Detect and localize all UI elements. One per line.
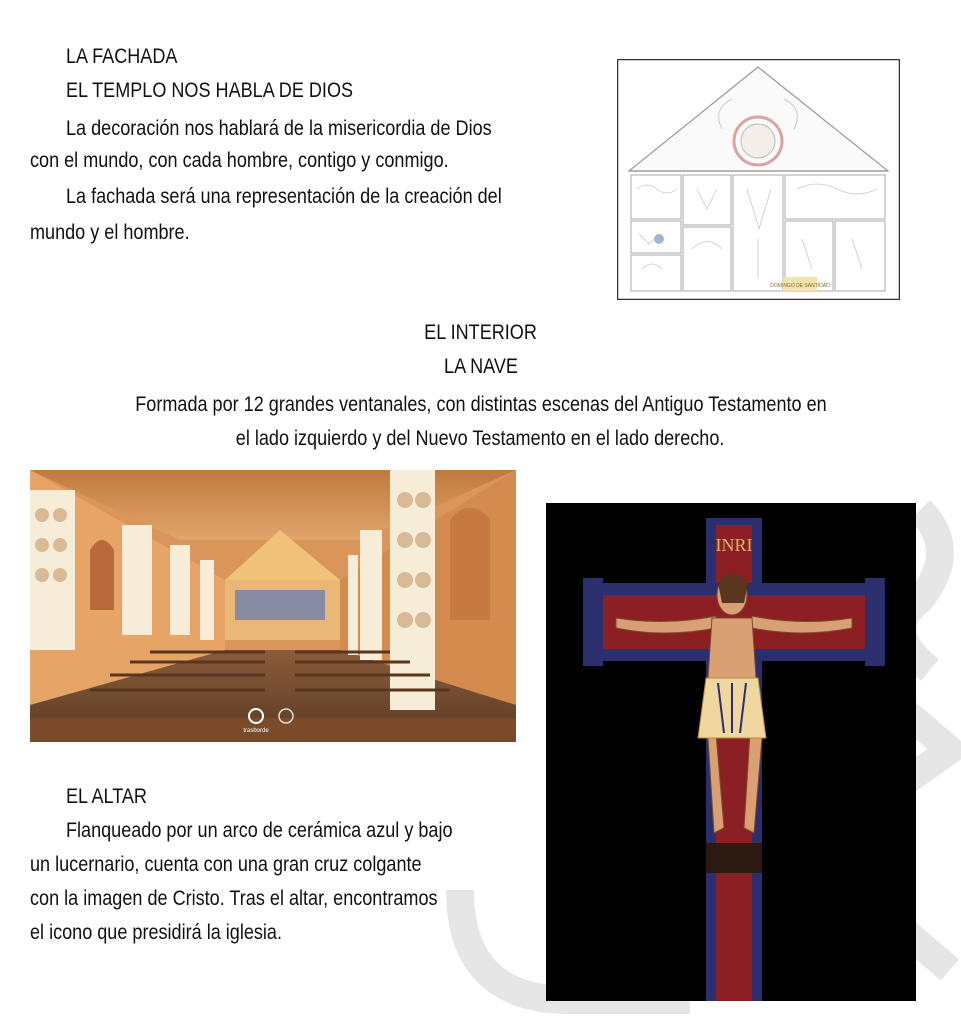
altar-paragraph-line: Flanqueado por un arco de cerámica azul y bajo <box>66 819 453 842</box>
altar-paragraph-line: el icono que presidirá la iglesia. <box>30 921 282 944</box>
altar-paragraph-line: con la imagen de Cristo. Tras el altar, encontramos <box>30 887 438 910</box>
fachada-paragraph-line: La decoración nos hablará de la misericordia de Dios <box>66 117 492 140</box>
render-logo: trasborde <box>243 728 269 734</box>
fachada-paragraph-line: mundo y el hombre. <box>30 221 190 244</box>
fachada-paragraph-line: con el mundo, con cada hombre, contigo y conmigo. <box>30 149 449 172</box>
fachada-subheading: EL TEMPLO NOS HABLA DE DIOS <box>66 79 354 102</box>
altar-paragraph-line: un lucernario, cuenta con una gran cruz colgante <box>30 853 422 876</box>
cross-inscription: INRI <box>715 535 753 555</box>
nave-heading: LA NAVE <box>443 355 518 378</box>
interior-heading: EL INTERIOR <box>424 321 537 344</box>
altar-heading: EL ALTAR <box>66 785 147 808</box>
crucifix-photo <box>546 503 916 1001</box>
fachada-paragraph-line: La fachada será una representación de la creación del <box>66 185 502 208</box>
fachada-heading: LA FACHADA <box>66 45 178 68</box>
facade-drawing <box>617 59 900 300</box>
facade-caption: DOMINGO DE SANTIDAD <box>770 283 830 289</box>
nave-description-line: Formada por 12 grandes ventanales, con distintas escenas del Antiguo Testamento en <box>134 393 827 416</box>
interior-render <box>30 470 516 742</box>
nave-description-line: el lado izquierdo y del Nuevo Testamento en el lado derecho. <box>236 427 725 450</box>
